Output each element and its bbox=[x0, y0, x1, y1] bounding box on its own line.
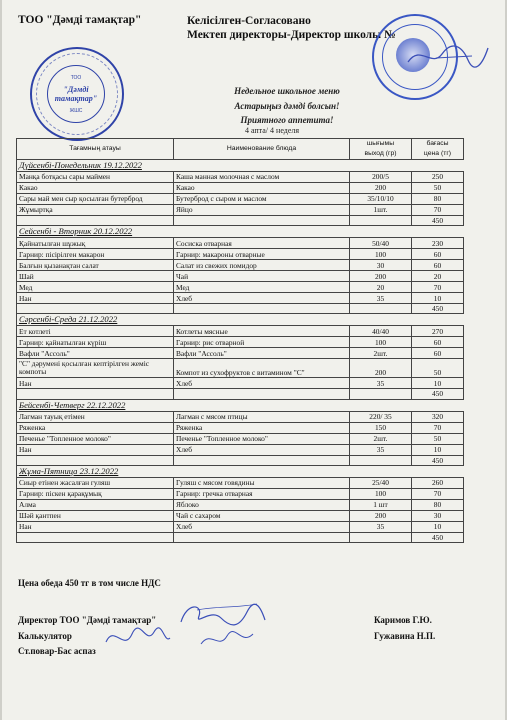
table-row bbox=[17, 271, 464, 282]
table-row bbox=[17, 378, 464, 389]
column-header-output-ru: выход (гр) bbox=[350, 149, 412, 160]
stamp-inner-circle bbox=[47, 65, 105, 123]
day-total-row bbox=[17, 532, 464, 542]
day-title: Сейсенбі - Вторник 20.12.2022 bbox=[17, 226, 174, 238]
dish-output: 200 bbox=[350, 359, 412, 378]
table-row bbox=[17, 359, 464, 378]
table-row bbox=[17, 499, 464, 510]
approval-block bbox=[187, 14, 396, 42]
dish-name-ru: Мед bbox=[174, 282, 350, 293]
dish-price: 80 bbox=[412, 499, 464, 510]
menu-table bbox=[16, 138, 464, 543]
column-header-price-ru: цена (тг) bbox=[412, 149, 464, 160]
dish-name-ru: Гарнир: макароны отварные bbox=[174, 249, 350, 260]
total-blank-cell bbox=[174, 455, 350, 465]
dish-output: 1шт. bbox=[350, 205, 412, 216]
table-row bbox=[17, 260, 464, 271]
calculator-name: Гужавина Н.П. bbox=[374, 631, 436, 641]
day-total-price: 450 bbox=[412, 389, 464, 399]
dish-name-kz: Мед bbox=[17, 282, 174, 293]
menu-heading-line-1: Недельное школьное меню bbox=[234, 86, 340, 96]
dish-price: 260 bbox=[412, 477, 464, 488]
dish-name-ru: Гуляш с мясом говядины bbox=[174, 477, 350, 488]
total-blank-cell bbox=[174, 389, 350, 399]
dish-price: 60 bbox=[412, 260, 464, 271]
table-row bbox=[17, 183, 464, 194]
dish-name-ru: Яйцо bbox=[174, 205, 350, 216]
total-blank-cell bbox=[350, 304, 412, 314]
stamp-name: "Дәмді тамақтар" bbox=[54, 85, 98, 103]
day-title: Бейсенбі-Четверг 22.12.2022 bbox=[17, 399, 174, 411]
dish-name-ru: Ряженка bbox=[174, 422, 350, 433]
dish-name-ru: Сосиска отварная bbox=[174, 238, 350, 249]
table-row bbox=[17, 282, 464, 293]
dish-name-kz: Лагман тауық етімен bbox=[17, 411, 174, 422]
dish-output: 1 шт bbox=[350, 499, 412, 510]
menu-heading-line-3: Приятного аппетита! bbox=[240, 115, 334, 125]
dish-price: 230 bbox=[412, 238, 464, 249]
dish-name-kz: Нан bbox=[17, 293, 174, 304]
total-blank-cell bbox=[174, 532, 350, 542]
dish-name-ru: Какао bbox=[174, 183, 350, 194]
dish-name-ru: Котлеты мясные bbox=[174, 326, 350, 337]
table-row bbox=[17, 348, 464, 359]
column-header-price-kz: бағасы bbox=[412, 139, 464, 150]
day-heading-row bbox=[17, 160, 464, 172]
day-title: Дүйсенбі-Понедельник 19.12.2022 bbox=[17, 160, 174, 172]
calculator-role: Калькулятор bbox=[18, 631, 72, 641]
day-heading-blank bbox=[174, 160, 464, 172]
dish-name-kz: Алма bbox=[17, 499, 174, 510]
column-header-output-kz: шығымы bbox=[350, 139, 412, 150]
dish-name-kz: Печенье "Топленное молоко" bbox=[17, 433, 174, 444]
table-row bbox=[17, 422, 464, 433]
dish-name-kz: "С" дәрумені қосылған кептірілген жеміс компоты bbox=[17, 359, 174, 378]
total-blank-cell bbox=[17, 455, 174, 465]
column-header-kz: Тағамның атауы bbox=[17, 139, 174, 160]
day-heading-row bbox=[17, 399, 464, 411]
dish-name-kz: Нан bbox=[17, 521, 174, 532]
dish-price: 60 bbox=[412, 337, 464, 348]
dish-output: 40/40 bbox=[350, 326, 412, 337]
dish-output: 100 bbox=[350, 249, 412, 260]
stamp-top-text: ТОО bbox=[70, 75, 82, 81]
dish-name-kz: Вафли "Ассоль" bbox=[17, 348, 174, 359]
day-total-price: 450 bbox=[412, 216, 464, 226]
table-row bbox=[17, 172, 464, 183]
approval-line-1: Келісілген-Согласовано bbox=[187, 15, 311, 27]
dish-price: 10 bbox=[412, 444, 464, 455]
dish-name-ru: Чай с сахаром bbox=[174, 510, 350, 521]
dish-price: 30 bbox=[412, 510, 464, 521]
dish-output: 2шт. bbox=[350, 348, 412, 359]
dish-name-ru: Бутерброд с сыром и маслом bbox=[174, 194, 350, 205]
dish-name-kz: Шәй қантпен bbox=[17, 510, 174, 521]
chief-cook-role: Ст.повар-Бас аспаз bbox=[18, 646, 96, 656]
dish-output: 220/ 35 bbox=[350, 411, 412, 422]
organization-name: ТОО "Дәмді тамақтар" bbox=[18, 14, 142, 26]
dish-price: 10 bbox=[412, 378, 464, 389]
dish-name-kz: Манқа ботқасы сары маймен bbox=[17, 172, 174, 183]
dish-price: 80 bbox=[412, 194, 464, 205]
dish-price: 60 bbox=[412, 348, 464, 359]
calculator-signature bbox=[102, 622, 172, 656]
dish-output: 30 bbox=[350, 260, 412, 271]
day-heading-blank bbox=[174, 226, 464, 238]
dish-name-ru: Хлеб bbox=[174, 444, 350, 455]
dish-name-ru: Хлеб bbox=[174, 521, 350, 532]
dish-name-ru: Салат из свежих помидор bbox=[174, 260, 350, 271]
day-heading-row bbox=[17, 226, 464, 238]
total-blank-cell bbox=[174, 216, 350, 226]
dish-name-kz: Сары май мен сыр қосылған бутерброд bbox=[17, 194, 174, 205]
week-label: 4 апта/ 4 неделя bbox=[244, 126, 300, 135]
dish-name-ru: Яблоко bbox=[174, 499, 350, 510]
dish-output: 25/40 bbox=[350, 477, 412, 488]
dish-name-kz: Ряженка bbox=[17, 422, 174, 433]
total-blank-cell bbox=[350, 455, 412, 465]
document-page bbox=[2, 0, 505, 720]
cook-signature bbox=[197, 626, 257, 654]
dish-output: 35 bbox=[350, 444, 412, 455]
table-row bbox=[17, 411, 464, 422]
total-blank-cell bbox=[174, 304, 350, 314]
total-blank-cell bbox=[17, 304, 174, 314]
table-row bbox=[17, 477, 464, 488]
dish-name-kz: Шай bbox=[17, 271, 174, 282]
dish-price: 70 bbox=[412, 205, 464, 216]
total-blank-cell bbox=[17, 216, 174, 226]
dish-output: 20 bbox=[350, 282, 412, 293]
dish-name-kz: Гарнир: қайнатылған күріш bbox=[17, 337, 174, 348]
dish-price: 250 bbox=[412, 172, 464, 183]
day-total-price: 450 bbox=[412, 455, 464, 465]
table-row bbox=[17, 510, 464, 521]
dish-price: 60 bbox=[412, 249, 464, 260]
day-total-price: 450 bbox=[412, 532, 464, 542]
dish-output: 35 bbox=[350, 293, 412, 304]
director-school-signature bbox=[402, 40, 492, 74]
table-row bbox=[17, 433, 464, 444]
dish-output: 200/5 bbox=[350, 172, 412, 183]
approval-number-mark: № bbox=[383, 29, 396, 41]
day-heading-blank bbox=[174, 465, 464, 477]
table-row bbox=[17, 488, 464, 499]
dish-output: 150 bbox=[350, 422, 412, 433]
day-title: Сәрсенбі-Среда 21.12.2022 bbox=[17, 314, 174, 326]
lunch-price-note: Цена обеда 450 тг в том числе НДС bbox=[18, 578, 161, 588]
table-row bbox=[17, 194, 464, 205]
day-heading-blank bbox=[174, 399, 464, 411]
menu-heading-line-2: Астарыңыз дәмді болсын! bbox=[234, 100, 340, 111]
dish-output: 2шт. bbox=[350, 433, 412, 444]
table-row bbox=[17, 521, 464, 532]
dish-price: 50 bbox=[412, 183, 464, 194]
dish-output: 100 bbox=[350, 488, 412, 499]
day-heading-blank bbox=[174, 314, 464, 326]
dish-name-kz: Гарнир: пісірілген макарон bbox=[17, 249, 174, 260]
dish-price: 320 bbox=[412, 411, 464, 422]
menu-table-body bbox=[17, 160, 464, 543]
dish-name-ru: Хлеб bbox=[174, 293, 350, 304]
dish-name-kz: Жұмыртқа bbox=[17, 205, 174, 216]
table-row bbox=[17, 326, 464, 337]
day-total-row bbox=[17, 455, 464, 465]
organization-stamp bbox=[30, 47, 124, 141]
dish-output: 50/40 bbox=[350, 238, 412, 249]
day-heading-row bbox=[17, 465, 464, 477]
total-blank-cell bbox=[17, 389, 174, 399]
day-title: Жұма-Пятница 23.12.2022 bbox=[17, 465, 174, 477]
dish-name-ru: Печенье "Топленное молоко" bbox=[174, 433, 350, 444]
dish-output: 100 bbox=[350, 337, 412, 348]
director-role: Директор ТОО "Дәмді тамақтар" bbox=[18, 615, 157, 625]
table-header-row bbox=[17, 139, 464, 150]
total-blank-cell bbox=[350, 216, 412, 226]
day-total-price: 450 bbox=[412, 304, 464, 314]
total-blank-cell bbox=[17, 532, 174, 542]
dish-name-kz: Гарнир: піскен қарақұмық bbox=[17, 488, 174, 499]
dish-name-kz: Ет котлеті bbox=[17, 326, 174, 337]
table-row bbox=[17, 249, 464, 260]
total-blank-cell bbox=[350, 532, 412, 542]
table-row bbox=[17, 205, 464, 216]
dish-name-ru: Гарнир: рис отварной bbox=[174, 337, 350, 348]
dish-name-kz: Какао bbox=[17, 183, 174, 194]
table-row bbox=[17, 337, 464, 348]
dish-price: 50 bbox=[412, 359, 464, 378]
stamp-bottom-text: ЖШС bbox=[69, 108, 83, 114]
dish-price: 70 bbox=[412, 422, 464, 433]
dish-name-ru: Каша манная молочная с маслом bbox=[174, 172, 350, 183]
dish-output: 200 bbox=[350, 183, 412, 194]
table-row bbox=[17, 444, 464, 455]
dish-name-ru: Хлеб bbox=[174, 378, 350, 389]
table-row bbox=[17, 293, 464, 304]
dish-price: 270 bbox=[412, 326, 464, 337]
director-name: Каримов Г.Ю. bbox=[374, 615, 432, 625]
dish-output: 200 bbox=[350, 510, 412, 521]
dish-price: 20 bbox=[412, 271, 464, 282]
table-row bbox=[17, 238, 464, 249]
approval-line-2: Мектеп директоры-Директор школы № bbox=[187, 29, 396, 41]
day-total-row bbox=[17, 304, 464, 314]
dish-price: 70 bbox=[412, 488, 464, 499]
dish-name-kz: Нан bbox=[17, 378, 174, 389]
dish-output: 35/10/10 bbox=[350, 194, 412, 205]
day-heading-row bbox=[17, 314, 464, 326]
total-blank-cell bbox=[350, 389, 412, 399]
day-total-row bbox=[17, 216, 464, 226]
dish-price: 10 bbox=[412, 521, 464, 532]
dish-name-ru: Гарнир: гречка отварная bbox=[174, 488, 350, 499]
dish-name-ru: Вафли "Ассоль" bbox=[174, 348, 350, 359]
dish-name-ru: Компот из сухофруктов с витамином "С" bbox=[174, 359, 350, 378]
dish-name-kz: Балғын қызанақтан салат bbox=[17, 260, 174, 271]
column-header-ru: Наименование блюда bbox=[174, 139, 350, 160]
dish-name-kz: Нан bbox=[17, 444, 174, 455]
dish-name-kz: Қайнатылған шұжық bbox=[17, 238, 174, 249]
dish-price: 10 bbox=[412, 293, 464, 304]
day-total-row bbox=[17, 389, 464, 399]
dish-name-kz: Сиыр етінен жасалған гуляш bbox=[17, 477, 174, 488]
menu-heading bbox=[212, 84, 362, 128]
dish-price: 50 bbox=[412, 433, 464, 444]
dish-price: 70 bbox=[412, 282, 464, 293]
dish-output: 200 bbox=[350, 271, 412, 282]
dish-output: 35 bbox=[350, 521, 412, 532]
dish-output: 35 bbox=[350, 378, 412, 389]
dish-name-ru: Лагман с мясом птицы bbox=[174, 411, 350, 422]
dish-name-ru: Чай bbox=[174, 271, 350, 282]
